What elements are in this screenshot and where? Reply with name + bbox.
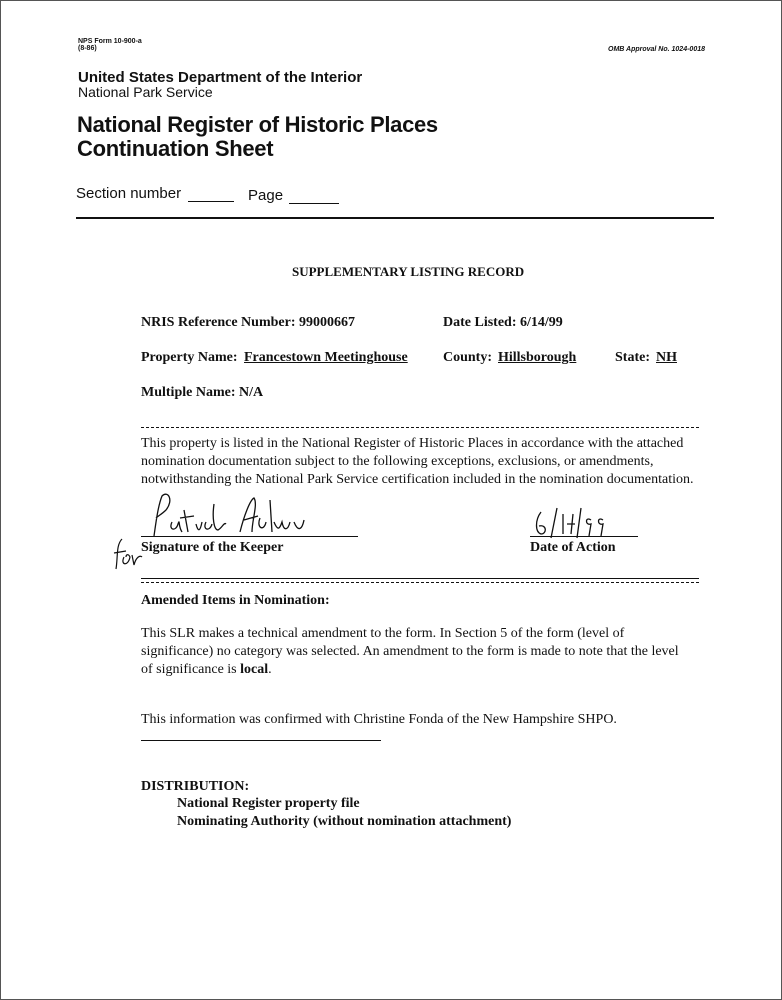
agency-name: National Park Service — [78, 84, 213, 100]
date-listed: Date Listed: 6/14/99 — [443, 315, 563, 330]
signature-label: Signature of the Keeper — [141, 540, 284, 555]
state-label: State: — [615, 350, 650, 365]
form-title-line2: Continuation Sheet — [77, 136, 274, 161]
statement-line1: This property is listed in the National Register of Historic Places in accordance with the attached — [141, 436, 684, 451]
amend-line3-suffix: . — [268, 662, 272, 677]
distribution-heading: DISTRIBUTION: — [141, 779, 250, 794]
statement-line2: nomination documentation subject to the following exceptions, exclusions, or amendments, — [141, 454, 654, 469]
department-name: United States Department of the Interior — [78, 69, 363, 86]
distribution-item: National Register property file — [177, 796, 360, 811]
page-blank — [289, 203, 339, 204]
for-mark — [112, 535, 144, 571]
dashed-separator — [141, 427, 699, 428]
amend-line1: This SLR makes a technical amendment to the form. In Section 5 of the form (level of — [141, 626, 625, 641]
section-number-label: Section number — [76, 185, 182, 202]
amend-line3 — [141, 661, 272, 679]
amend-line2: significance) no category was selected. An amendment to the form is made to note that the level — [141, 644, 679, 659]
signature-line — [141, 536, 358, 537]
section-number-blank — [188, 201, 234, 202]
state-value: NH — [656, 350, 677, 365]
distribution-item: Nominating Authority (without nomination attachment) — [177, 814, 512, 829]
double-rule-bottom — [141, 582, 699, 583]
form-number: NPS Form 10-900-a — [78, 38, 142, 45]
date-line — [530, 536, 638, 537]
statement-line3: notwithstanding the National Park Service certification included in the nomination documentation. — [141, 472, 694, 487]
record-heading: SUPPLEMENTARY LISTING RECORD — [292, 264, 525, 279]
significance-level: local — [240, 662, 269, 677]
form-title-line1: National Register of Historic Places — [77, 112, 438, 137]
confirmation-rule — [141, 740, 381, 741]
header-rule — [76, 217, 714, 219]
property-name: Francestown Meetinghouse — [244, 350, 408, 365]
property-name-label: Property Name: — [141, 350, 238, 365]
county-value: Hillsborough — [498, 350, 577, 365]
form-date: (8-86) — [78, 45, 97, 52]
double-rule-top — [141, 578, 699, 579]
page-label: Page — [248, 187, 284, 204]
confirmation-note: This information was confirmed with Christine Fonda of the New Hampshire SHPO. — [141, 712, 617, 727]
date-of-action-label: Date of Action — [530, 540, 616, 555]
amend-line3-prefix: of significance is — [141, 662, 241, 677]
omb-approval: OMB Approval No. 1024-0018 — [608, 46, 705, 53]
action-date-handwritten — [533, 506, 623, 540]
nris-reference: NRIS Reference Number: 99000667 — [141, 315, 355, 330]
county-label: County: — [443, 350, 493, 365]
multiple-name: Multiple Name: N/A — [141, 385, 264, 400]
amended-heading: Amended Items in Nomination: — [141, 593, 330, 608]
keeper-signature — [148, 492, 368, 542]
